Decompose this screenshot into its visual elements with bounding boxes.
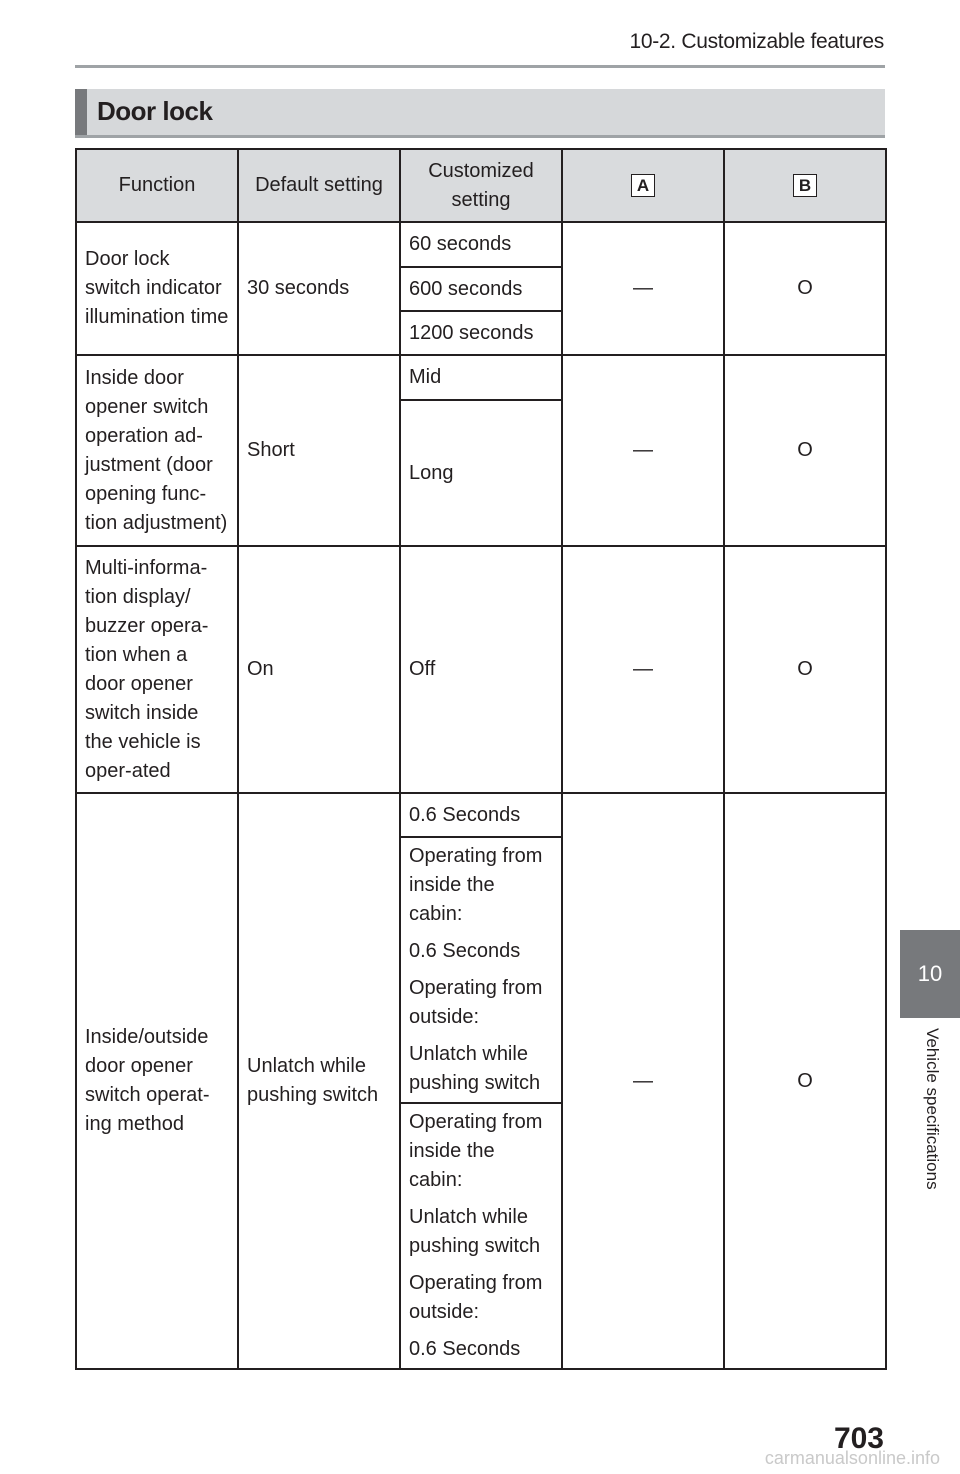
row1-option: 600 seconds	[400, 267, 562, 311]
table-row	[76, 222, 886, 267]
row1-option: 1200 seconds	[400, 311, 562, 355]
table-row	[76, 546, 886, 793]
table-row	[76, 793, 886, 837]
row1-a-value: —	[562, 222, 724, 355]
option-line: Operating from outside:	[409, 977, 543, 1028]
option-line: Unlatch while pushing switch	[409, 1043, 541, 1094]
row4-default: Unlatch while pushing switch	[238, 793, 400, 1369]
chapter-tab: 10	[900, 930, 960, 1018]
section-underline	[75, 135, 885, 138]
b-box-icon: B	[793, 174, 817, 197]
row4-option-group-2	[400, 1103, 562, 1369]
customization-table	[75, 148, 887, 1370]
table-row	[76, 355, 886, 400]
header-customized-setting: Customized setting	[400, 149, 562, 222]
row1-option: 60 seconds	[400, 222, 562, 267]
section-title: Door lock	[97, 96, 213, 126]
page-header-title: 10-2. Customizable features	[629, 30, 884, 53]
chapter-side-label: Vehicle specifications	[923, 1028, 942, 1190]
header-default-setting: Default setting	[238, 149, 400, 222]
table-header-row	[76, 149, 886, 222]
row1-default: 30 seconds	[238, 222, 400, 355]
header-b	[724, 149, 886, 222]
row4-option-simple: 0.6 Seconds	[400, 793, 562, 837]
row4-function: Inside/outside door opener switch operat-ing method	[76, 793, 238, 1369]
row2-option: Mid	[400, 355, 562, 400]
row3-function: Multi-informa-tion display/ buzzer opera-tion when a door opener switch inside the vehicle is oper-ated	[76, 546, 238, 793]
option-line: 0.6 Seconds	[409, 940, 521, 962]
header-function: Function	[76, 149, 238, 222]
option-line: Operating from inside the cabin:	[409, 845, 543, 925]
row4-option-group-1	[400, 837, 562, 1103]
row2-default: Short	[238, 355, 400, 546]
row3-b-value: O	[724, 546, 886, 793]
row3-option: Off	[400, 546, 562, 793]
row3-default: On	[238, 546, 400, 793]
row2-a-value: —	[562, 355, 724, 546]
row2-option: Long	[400, 400, 562, 546]
row2-b-value: O	[724, 355, 886, 546]
row4-b-value: O	[724, 793, 886, 1369]
header-rule	[75, 65, 885, 68]
option-line: Unlatch while pushing switch	[409, 1206, 541, 1257]
page-number: 703	[833, 1422, 884, 1455]
watermark: carmanualsonline.info	[764, 1448, 940, 1468]
header-a	[562, 149, 724, 222]
row1-function: Door lock switch indicator illumination time	[76, 222, 238, 355]
row4-a-value: —	[562, 793, 724, 1369]
row1-b-value: O	[724, 222, 886, 355]
row2-function: Inside door opener switch operation ad-justment (door opening func-tion adjustment)	[76, 355, 238, 546]
option-line: Operating from outside:	[409, 1272, 543, 1323]
a-box-icon: A	[631, 174, 655, 197]
option-line: Operating from inside the cabin:	[409, 1111, 543, 1191]
section-heading-bar	[75, 89, 885, 137]
option-line: 0.6 Seconds	[409, 1338, 521, 1360]
row3-a-value: —	[562, 546, 724, 793]
